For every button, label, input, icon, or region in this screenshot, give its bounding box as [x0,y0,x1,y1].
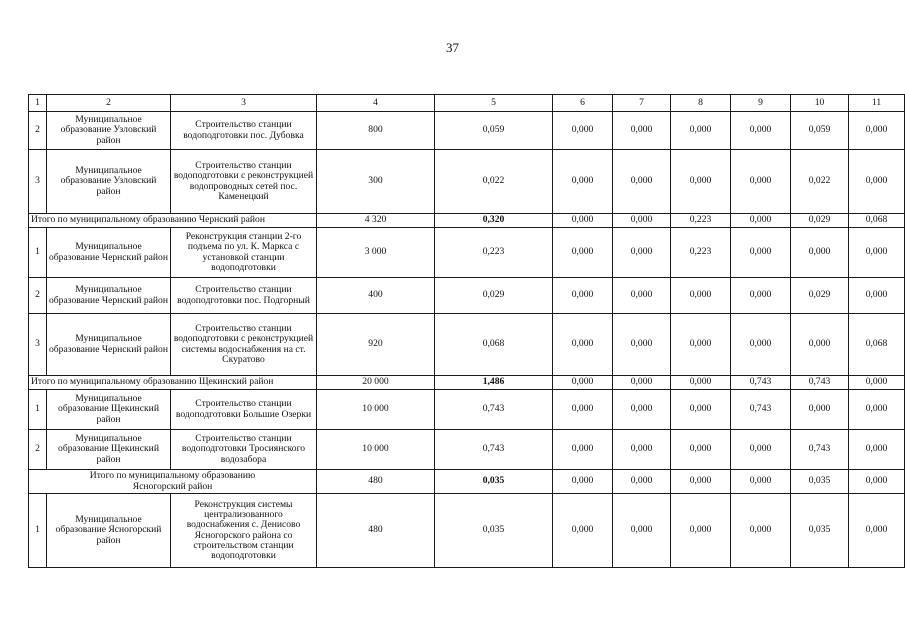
row-number: 1 [29,494,47,568]
value-cell: 0,059 [435,112,553,150]
value-cell: 0,000 [613,214,671,228]
municipality-name: Муниципальное образование Чернский район [47,278,171,314]
row-number: 3 [29,314,47,376]
value-cell: 0,223 [671,214,731,228]
table-row [29,390,905,430]
value-cell: 0,743 [731,376,791,390]
value-cell: 0,000 [553,376,613,390]
value-cell: 0,029 [435,278,553,314]
value-cell: 0,320 [435,214,553,228]
table-row [29,430,905,470]
value-cell: 0,000 [553,494,613,568]
header-cell: 11 [849,95,905,112]
object-name: Строительство станции водоподготовки Тросиянского водозабора [171,430,317,470]
value-cell: 480 [317,470,435,494]
object-name: Строительство станции водоподготовки Большие Озерки [171,390,317,430]
value-cell: 0,743 [731,390,791,430]
value-cell: 0,000 [613,314,671,376]
object-name: Реконструкция станции 2-го подъема по ул. К. Маркса с установкой станции водоподготовки [171,228,317,278]
value-cell: 0,000 [613,430,671,470]
value-cell: 0,000 [671,112,731,150]
value-cell: 0,743 [791,376,849,390]
municipality-name: Муниципальное образование Узловский район [47,150,171,214]
value-cell: 0,000 [671,470,731,494]
value-cell: 0,000 [731,112,791,150]
value-cell: 0,029 [791,278,849,314]
value-cell: 0,000 [849,228,905,278]
value-cell: 0,068 [849,314,905,376]
object-name: Реконструкция системы централизованного водоснабжения с. Денисово Ясногорского района со строительством станции водоподготовки [171,494,317,568]
value-cell: 480 [317,494,435,568]
value-cell: 0,000 [671,314,731,376]
value-cell: 0,000 [731,314,791,376]
value-cell: 0,000 [671,278,731,314]
municipality-name: Муниципальное образование Ясногорский район [47,494,171,568]
value-cell: 0,000 [731,228,791,278]
value-cell: 20 000 [317,376,435,390]
value-cell: 920 [317,314,435,376]
value-cell: 0,223 [671,228,731,278]
header-cell: 7 [613,95,671,112]
value-cell: 0,223 [435,228,553,278]
value-cell: 0,059 [791,112,849,150]
value-cell: 0,000 [613,470,671,494]
value-cell: 0,000 [613,390,671,430]
value-cell: 0,000 [731,150,791,214]
header-row [29,95,905,112]
table-row [29,150,905,214]
value-cell: 0,022 [435,150,553,214]
value-cell: 0,000 [849,430,905,470]
header-cell: 4 [317,95,435,112]
value-cell: 0,000 [849,494,905,568]
value-cell: 0,000 [553,470,613,494]
municipality-name: Муниципальное образование Чернский район [47,228,171,278]
header-cell: 10 [791,95,849,112]
value-cell: 0,000 [731,470,791,494]
value-cell: 3 000 [317,228,435,278]
value-cell: 0,000 [553,228,613,278]
header-cell: 9 [731,95,791,112]
value-cell: 0,022 [791,150,849,214]
value-cell: 0,035 [435,494,553,568]
value-cell: 0,000 [671,494,731,568]
row-number: 2 [29,112,47,150]
value-cell: 4 320 [317,214,435,228]
value-cell: 1,486 [435,376,553,390]
row-number: 1 [29,390,47,430]
value-cell: 0,000 [553,214,613,228]
value-cell: 0,743 [791,430,849,470]
subtotal-row [29,376,905,390]
value-cell: 0,000 [791,390,849,430]
value-cell: 0,000 [731,278,791,314]
table-row [29,112,905,150]
value-cell: 0,000 [671,390,731,430]
value-cell: 0,000 [731,494,791,568]
value-cell: 0,000 [671,376,731,390]
municipality-name: Муниципальное образование Чернский район [47,314,171,376]
value-cell: 0,000 [613,150,671,214]
subtotal-label: Итого по муниципальному образованию Ясногорский район [29,470,317,494]
value-cell: 0,000 [553,390,613,430]
value-cell: 0,000 [613,228,671,278]
value-cell: 0,000 [553,278,613,314]
value-cell: 0,000 [671,430,731,470]
value-cell: 0,000 [849,278,905,314]
value-cell: 0,029 [791,214,849,228]
object-name: Строительство станции водоподготовки пос. Подгорный [171,278,317,314]
value-cell: 0,000 [613,278,671,314]
object-name: Строительство станции водоподготовки с реконструкцией системы водоснабжения на ст. Скуратово [171,314,317,376]
object-name: Строительство станции водоподготовки с реконструкцией водопроводных сетей пос. Каменецкий [171,150,317,214]
value-cell: 0,068 [849,214,905,228]
header-cell: 6 [553,95,613,112]
value-cell: 0,743 [435,390,553,430]
subtotal-label: Итого по муниципальному образованию Щекинский район [29,376,317,390]
data-table [28,94,905,568]
header-cell: 1 [29,95,47,112]
table-row [29,314,905,376]
value-cell: 0,000 [553,314,613,376]
value-cell: 10 000 [317,430,435,470]
header-cell: 2 [47,95,171,112]
table-row [29,228,905,278]
value-cell: 0,000 [849,112,905,150]
subtotal-row [29,214,905,228]
row-number: 2 [29,278,47,314]
value-cell: 400 [317,278,435,314]
municipality-name: Муниципальное образование Щекинский район [47,390,171,430]
value-cell: 0,000 [791,228,849,278]
header-cell: 8 [671,95,731,112]
subtotal-label: Итого по муниципальному образованию Чернский район [29,214,317,228]
value-cell: 0,068 [435,314,553,376]
value-cell: 0,000 [731,430,791,470]
table-row [29,494,905,568]
row-number: 1 [29,228,47,278]
municipality-name: Муниципальное образование Щекинский район [47,430,171,470]
value-cell: 0,000 [849,150,905,214]
row-number: 3 [29,150,47,214]
value-cell: 0,000 [613,112,671,150]
value-cell: 0,000 [553,150,613,214]
value-cell: 0,000 [849,390,905,430]
value-cell: 800 [317,112,435,150]
value-cell: 0,743 [435,430,553,470]
value-cell: 0,035 [435,470,553,494]
header-cell: 5 [435,95,553,112]
value-cell: 0,000 [613,494,671,568]
value-cell: 0,000 [791,314,849,376]
object-name: Строительство станции водоподготовки пос. Дубовка [171,112,317,150]
value-cell: 0,035 [791,494,849,568]
value-cell: 0,000 [553,430,613,470]
header-cell: 3 [171,95,317,112]
value-cell: 0,000 [849,470,905,494]
value-cell: 10 000 [317,390,435,430]
value-cell: 0,000 [849,376,905,390]
table-row [29,278,905,314]
page-number: 37 [446,40,459,55]
value-cell: 300 [317,150,435,214]
value-cell: 0,000 [553,112,613,150]
subtotal-row [29,470,905,494]
row-number: 2 [29,430,47,470]
value-cell: 0,000 [671,150,731,214]
value-cell: 0,000 [613,376,671,390]
municipality-name: Муниципальное образование Узловский район [47,112,171,150]
value-cell: 0,035 [791,470,849,494]
value-cell: 0,000 [731,214,791,228]
